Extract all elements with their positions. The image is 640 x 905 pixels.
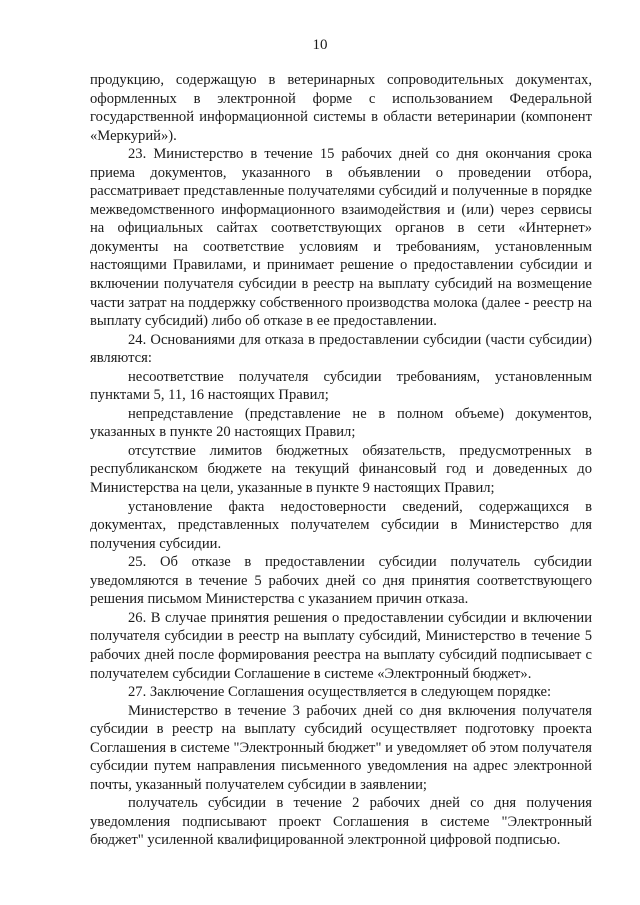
paragraph-continuation: продукцию, содержащую в ветеринарных сопроводительных документах, оформленных в электронной форме с использованием Федеральной государственной информационной системы в области ветеринарии (компонент «Меркурий»). bbox=[90, 72, 592, 144]
paragraph-23: 23. Министерство в течение 15 рабочих дней со дня окончания срока приема документов, указанного в объявлении о проведении отбора, рассматривает представленные получателями субсидий и полученные в порядке межведомственного информационного взаимодействия и (или) через сервисы на официальных сайтах соответствующих органов в сети «Интернет» документы на соответствие условиям и требованиям, установленным настоящими Правилами, и принимает решение о предоставлении субсидии и включении получателя субсидии в реестр на выплату субсидий на возмещение части затрат на поддержку собственного производства молока (далее - реестр на выплату субсидий) либо об отказе в ее предоставлении. bbox=[90, 146, 592, 330]
page-number: 10 bbox=[312, 37, 328, 53]
paragraph-27-item-2: получатель субсидии в течение 2 рабочих дней со дня получения уведомления подписывают проект Соглашения в системе "Электронный бюджет" усиленной квалифицированной электронной цифровой подписью. bbox=[90, 795, 592, 849]
paragraph-24-item-2: непредставление (представление не в полном объеме) документов, указанных в пункте 20 настоящих Правил; bbox=[90, 405, 592, 441]
paragraph-26: 26. В случае принятия решения о предоставлении субсидии и включении получателя субсидии в реестр на выплату субсидий, Министерство в течение 5 рабочих дней после формирования реестра на выплату субсидий подписывает с получателем субсидии Соглашение в системе «Электронный бюджет». bbox=[90, 609, 592, 682]
paragraph-27-item-1: Министерство в течение 3 рабочих дней со дня включения получателя субсидии в реестр на выплату субсидий осуществляет подготовку проекта Соглашения в системе "Электронный бюджет" и уведомляет об этом получателя субсидии путем направления письменного уведомления на адрес электронной почты, указанный получателем субсидии в заявлении; bbox=[90, 702, 592, 793]
paragraph-24-item-1: несоответствие получателя субсидии требованиям, установленным пунктами 5, 11, 16 настоящих Правил; bbox=[90, 368, 592, 404]
paragraph-25: 25. Об отказе в предоставлении субсидии получатель субсидии уведомляются в течение 5 рабочих дней со дня принятия соответствующего решения письмом Министерства с указанием причин отказа. bbox=[90, 554, 592, 608]
paragraph-27: 27. Заключение Соглашения осуществляется в следующем порядке: bbox=[128, 684, 552, 701]
paragraph-24-item-3: отсутствие лимитов бюджетных обязательств, предусмотренных в республиканском бюджете на текущий финансовый год и доведенных до Министерства на цели, указанные в пункте 9 настоящих Правил; bbox=[90, 442, 592, 497]
paragraph-24: 24. Основаниями для отказа в предоставлении субсидии (части субсидии) являются: bbox=[90, 331, 592, 367]
document-body bbox=[90, 71, 592, 850]
paragraph-24-item-4: установление факта недостоверности сведений, содержащихся в документах, представленных получателем субсидии в Министерство для получения субсидии. bbox=[90, 498, 592, 552]
